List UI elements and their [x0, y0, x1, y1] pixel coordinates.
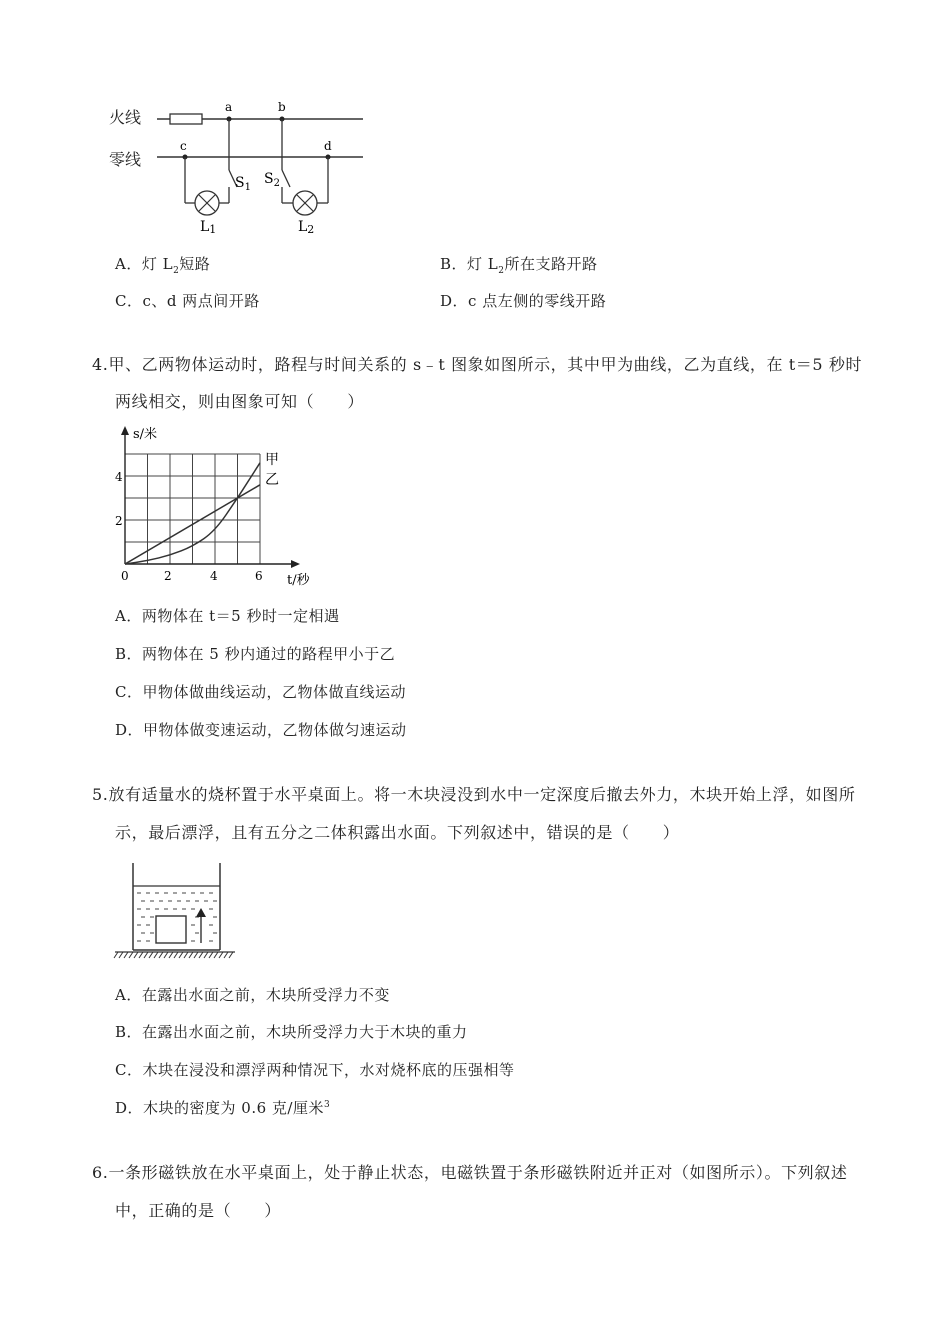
fire-wire-label: 火线 — [109, 108, 142, 127]
point-a: a — [225, 100, 233, 114]
switch-s2 — [282, 170, 290, 187]
wood-block — [156, 916, 186, 943]
q5-stem-line1: 5.放有适量水的烧杯置于水平桌面上。将一木块浸没到水中一定深度后撤去外力，木块开始上浮，如图所 — [92, 785, 856, 804]
x-tick-4: 4 — [210, 569, 218, 583]
zero-wire-label: 零线 — [109, 150, 142, 169]
point-b: b — [278, 100, 286, 114]
q5-option-b[interactable]: B．在露出水面之前，木块所受浮力大于木块的重力 — [115, 1023, 468, 1041]
q4-option-a[interactable]: A．两物体在 t＝5 秒时一定相遇 — [115, 607, 340, 625]
q4-option-b[interactable]: B．两物体在 5 秒内通过的路程甲小于乙 — [115, 645, 396, 663]
q4-option-d[interactable]: D．甲物体做变速运动，乙物体做匀速运动 — [115, 721, 407, 739]
q3-option-b[interactable]: B．灯 $L_2$所在支路开路 — [440, 255, 598, 276]
point-d: d — [324, 139, 332, 153]
svg-text:S2: $S_2$ — [264, 171, 280, 189]
svg-text:L2: L2 — [298, 219, 315, 236]
q4-stem-line1: 4.甲、乙两物体运动时，路程与时间关系的 s﹣t 图象如图所示，其中甲为曲线，乙为直线，在 t＝5 秒时 — [92, 355, 863, 374]
point-c: c — [180, 139, 187, 153]
q3-option-a[interactable]: A．灯 $L_2$短路 — [115, 255, 211, 276]
svg-text:L1: L1 — [200, 219, 217, 236]
circuit-diagram — [105, 95, 370, 245]
q4-stem-line2: 两线相交，则由图象可知（ ） — [115, 392, 365, 411]
x-tick-6: 6 — [255, 569, 263, 583]
st-graph — [105, 422, 325, 592]
series-label-jia: 甲 — [265, 452, 279, 468]
q3-option-c[interactable]: C．c、d 两点间开路 — [115, 292, 260, 310]
q3-option-d[interactable]: D．c 点左侧的零线开路 — [440, 292, 607, 310]
table-surface — [114, 952, 233, 958]
q5-option-c[interactable]: C．木块在浸没和漂浮两种情况下，水对烧杯底的压强相等 — [115, 1061, 515, 1079]
x-tick-0: 0 — [121, 569, 129, 583]
x-axis-label: t/秒 — [287, 573, 310, 588]
series-label-yi: 乙 — [265, 472, 279, 488]
q6-stem-line1: 6.一条形磁铁放在水平桌面上，处于静止状态，电磁铁置于条形磁铁附近并正对（如图所示）。下列叙述 — [92, 1163, 848, 1182]
lamp-l2 — [293, 191, 317, 215]
y-axis-label: s/米 — [133, 427, 158, 442]
y-tick-4: 4 — [115, 470, 123, 484]
beaker-diagram — [110, 855, 240, 965]
y-tick-2: 2 — [115, 514, 123, 528]
q6-stem-line2: 中，正确的是（ ） — [115, 1201, 282, 1220]
fuse — [170, 114, 202, 124]
svg-text:S1: $S_1$ — [235, 175, 251, 193]
q5-option-d[interactable]: D．木块的密度为 0.6 克/厘米$^3$ — [115, 1099, 331, 1117]
q5-stem-line2: 示，最后漂浮，且有五分之二体积露出水面。下列叙述中，错误的是（ ） — [115, 823, 680, 842]
lamp-l1 — [195, 191, 219, 215]
q5-option-a[interactable]: A．在露出水面之前，木块所受浮力不变 — [115, 986, 390, 1004]
x-tick-2: 2 — [164, 569, 172, 583]
q4-option-c[interactable]: C．甲物体做曲线运动，乙物体做直线运动 — [115, 683, 406, 701]
